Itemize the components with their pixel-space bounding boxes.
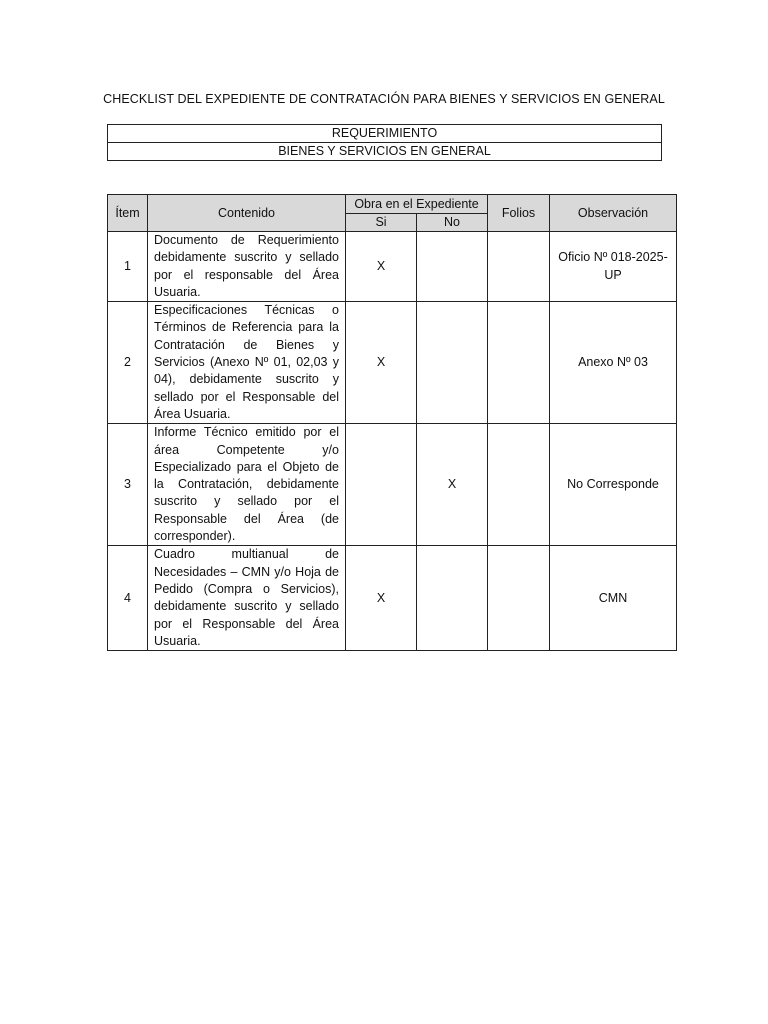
row-observacion: Oficio Nº 018-2025-UP [550,232,677,302]
table-row [108,424,677,546]
row-folios [488,424,550,546]
header-obra-en-expediente: Obra en el Expediente [346,195,488,214]
requirement-header: REQUERIMIENTO [108,125,662,143]
row-item: 4 [108,546,148,651]
row-si [346,424,417,546]
row-si: X [346,302,417,424]
document-title: CHECKLIST DEL EXPEDIENTE DE CONTRATACIÓN PARA BIENES Y SERVICIOS EN GENERAL [103,92,665,106]
row-no [417,546,488,651]
row-item: 3 [108,424,148,546]
header-folios: Folios [488,195,550,232]
row-item: 2 [108,302,148,424]
row-no: X [417,424,488,546]
row-contenido: Informe Técnico emitido por el área Competente y/o Especializado para el Objeto de la Contratación, debidamente suscrito y sellado por el Responsable del Área (de corresponder). [148,424,346,546]
requirement-value: BIENES Y SERVICIOS EN GENERAL [108,143,662,161]
row-contenido: Documento de Requerimiento debidamente suscrito y sellado por el responsable del Área Usuaria. [148,232,346,302]
requirement-table [107,124,662,161]
table-row [108,302,677,424]
checklist-table [107,194,677,651]
requirement-value-row [108,143,662,161]
header-contenido: Contenido [148,195,346,232]
row-folios [488,232,550,302]
header-row [108,195,677,214]
row-contenido: Cuadro multianual de Necesidades – CMN y/o Hoja de Pedido (Compra o Servicios), debidamente suscrito y sellado por el Responsable del Área Usuaria. [148,546,346,651]
requirement-header-row [108,125,662,143]
header-observacion: Observación [550,195,677,232]
row-observacion: Anexo Nº 03 [550,302,677,424]
header-item: Ítem [108,195,148,232]
table-row [108,546,677,651]
table-row [108,232,677,302]
header-si: Si [346,213,417,232]
row-no [417,302,488,424]
row-contenido: Especificaciones Técnicas o Términos de Referencia para la Contratación de Bienes y Servicios (Anexo Nº 01, 02,03 y 04), debidamente suscrito y sellado por el Responsable del Área Usuaria. [148,302,346,424]
row-item: 1 [108,232,148,302]
row-folios [488,546,550,651]
row-si: X [346,232,417,302]
row-observacion: No Corresponde [550,424,677,546]
row-folios [488,302,550,424]
row-no [417,232,488,302]
header-no: No [417,213,488,232]
row-si: X [346,546,417,651]
row-observacion: CMN [550,546,677,651]
